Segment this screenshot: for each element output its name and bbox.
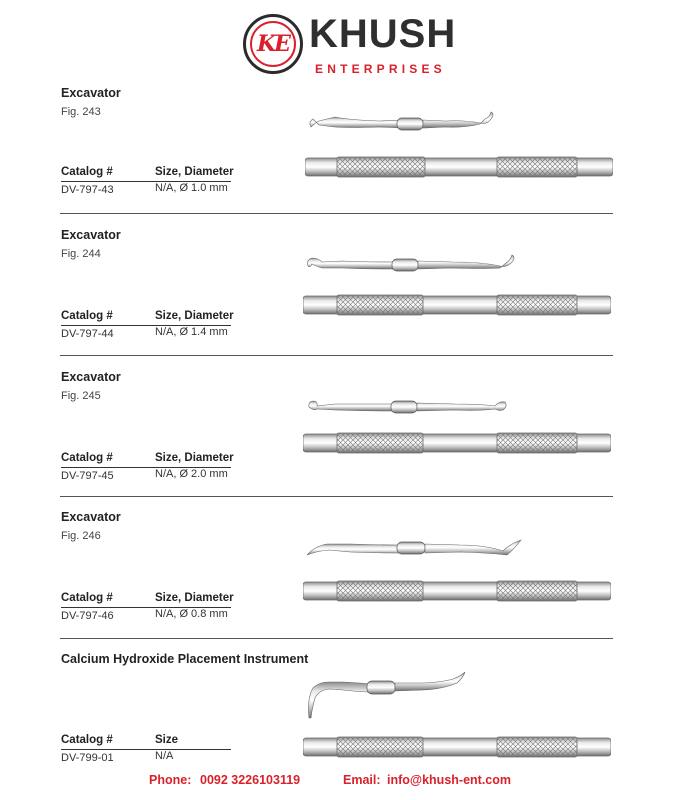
excavator-instrument-image xyxy=(305,534,527,564)
instrument-handle-image xyxy=(303,292,611,318)
catalog-number: DV-799-01 xyxy=(61,752,114,764)
catalog-header: Catalog # xyxy=(61,452,113,464)
product-fig: Fig. 244 xyxy=(61,248,101,260)
product-fig: Fig. 246 xyxy=(61,530,101,542)
product-title: Excavator xyxy=(61,228,121,242)
catalog-header: Catalog # xyxy=(61,310,113,322)
section-divider xyxy=(60,496,613,497)
instrument-handle-image xyxy=(303,578,611,604)
size-value: N/A, Ø 1.0 mm xyxy=(155,182,228,194)
size-value: N/A, Ø 2.0 mm xyxy=(155,468,228,480)
catalog-number: DV-797-43 xyxy=(61,184,114,196)
logo-mark-text: KE xyxy=(257,31,289,57)
logo-emblem-inner xyxy=(250,21,296,67)
email-address[interactable]: info@khush-ent.com xyxy=(387,773,511,787)
excavator-instrument-image xyxy=(302,250,522,280)
brand-subtitle: ENTERPRISES xyxy=(315,62,446,76)
contact-footer xyxy=(0,773,689,791)
product-section xyxy=(0,228,689,358)
header-underline xyxy=(61,749,231,750)
placement-instrument-image xyxy=(303,668,473,724)
size-header: Size, Diameter xyxy=(155,166,234,178)
catalog-number: DV-797-45 xyxy=(61,470,114,482)
product-fig: Fig. 245 xyxy=(61,390,101,402)
brand-logo xyxy=(243,12,457,78)
excavator-instrument-image xyxy=(305,109,500,139)
size-header: Size, Diameter xyxy=(155,310,234,322)
phone-label: Phone: xyxy=(149,773,192,787)
size-value: N/A, Ø 1.4 mm xyxy=(155,326,228,338)
instrument-handle-image xyxy=(303,734,611,760)
brand-name: KHUSH xyxy=(309,12,457,56)
section-divider xyxy=(60,638,613,639)
catalog-number: DV-797-44 xyxy=(61,328,114,340)
phone-number[interactable]: 0092 3226103119 xyxy=(200,773,301,787)
excavator-instrument-image xyxy=(305,392,515,422)
product-section xyxy=(0,510,689,640)
size-value: N/A xyxy=(155,750,174,762)
product-title: Calcium Hydroxide Placement Instrument xyxy=(61,652,309,666)
catalog-header: Catalog # xyxy=(61,166,113,178)
catalog-number: DV-797-46 xyxy=(61,610,114,622)
section-divider xyxy=(60,213,613,214)
catalog-header: Catalog # xyxy=(61,592,113,604)
instrument-handle-image xyxy=(305,154,613,180)
product-section xyxy=(0,652,689,772)
product-title: Excavator xyxy=(61,86,121,100)
product-section xyxy=(0,370,689,500)
email-label: Email: xyxy=(343,773,381,787)
product-title: Excavator xyxy=(61,510,121,524)
size-header: Size, Diameter xyxy=(155,452,234,464)
size-header: Size, Diameter xyxy=(155,592,234,604)
section-divider xyxy=(60,355,613,356)
logo-emblem xyxy=(243,14,303,74)
size-header: Size xyxy=(155,734,179,746)
catalog-header: Catalog # xyxy=(61,734,113,746)
instrument-handle-image xyxy=(303,430,611,456)
product-fig: Fig. 243 xyxy=(61,106,101,118)
product-title: Excavator xyxy=(61,370,121,384)
product-section xyxy=(0,86,689,216)
size-value: N/A, Ø 0.8 mm xyxy=(155,608,228,620)
